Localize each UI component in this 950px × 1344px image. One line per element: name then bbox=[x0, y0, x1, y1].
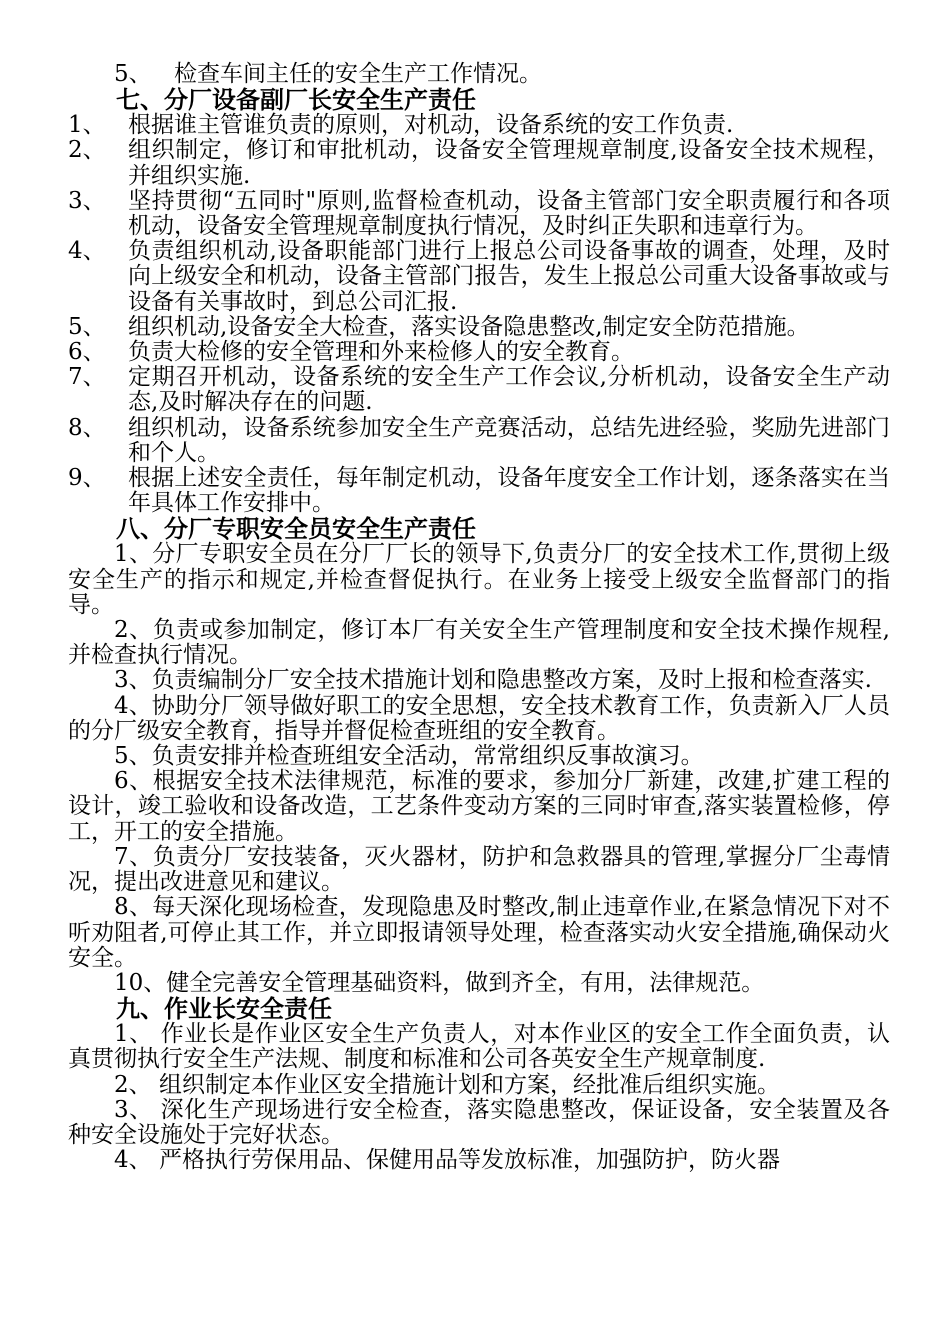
section-8-body bbox=[68, 542, 890, 996]
paragraph: 10、健全完善安全管理基础资料，做到齐全，有用，法律规范。 bbox=[114, 969, 765, 996]
list-item-text: 检查车间主任的安全生产工作情况。 bbox=[174, 61, 542, 87]
list-item-number: 9、 bbox=[68, 465, 106, 492]
list-item-text: 根据谁主管谁负责的原则，对机动，设备系统的安工作负责. bbox=[128, 112, 734, 139]
list-item-number: 5、 bbox=[68, 313, 106, 340]
list-item-number: 3、 bbox=[68, 187, 106, 214]
list-item bbox=[68, 239, 890, 315]
paragraph: 7、负责分厂安技装备，灭火器材，防护和急救器具的管理,掌握分厂尘毒情况，提出改进意见和建议。 bbox=[68, 843, 890, 896]
list-item-number: 7、 bbox=[68, 364, 106, 391]
section-9-heading: 九、作业长安全责任 bbox=[116, 994, 332, 1024]
paragraph: 4、协助分厂领导做好职工的安全思想，安全技术教育工作，负责新入厂人员的分厂级安全教育，指导并督促检查班组的安全教育。 bbox=[68, 692, 890, 744]
section-8-heading: 八、分厂专职安全员安全生产责任 bbox=[116, 514, 476, 544]
list-item-text: 坚持贯彻“五同时"原则,监督检查机动，设备主管部门安全职责履行和各项机动，设备安全管理规章制度执行情况，及时纠正失职和违章行为。 bbox=[128, 187, 890, 240]
paragraph: 2、负责或参加制定，修订本厂有关安全生产管理制度和安全技术操作规程,并检查执行情况。 bbox=[68, 617, 890, 669]
section-7-heading: 七、分厂设备副厂长安全生产责任 bbox=[116, 85, 476, 115]
paragraph: 5、负责安排并检查班组安全活动，常常组织反事故演习。 bbox=[114, 743, 704, 770]
list-item bbox=[68, 138, 890, 188]
list-item-number: 1、 bbox=[68, 112, 106, 139]
paragraph: 3、 深化生产现场进行安全检查，落实隐患整改，保证设备，安全装置及各种安全设施处于完好状态。 bbox=[68, 1096, 890, 1148]
section-7-list bbox=[68, 113, 890, 516]
list-item bbox=[68, 189, 890, 239]
list-item-text: 负责组织机动,设备职能部门进行上报总公司设备事故的调查，处理，及时向上级安全和机动，设备主管部门报告，发生上报总公司重大设备事故或与设备有关事故时，到总公司汇报. bbox=[128, 238, 890, 315]
list-item-text: 负责大检修的安全管理和外来检修人的安全教育。 bbox=[128, 339, 634, 366]
list-item-number: 4、 bbox=[68, 238, 106, 265]
paragraph: 4、 严格执行劳保用品、保健用品等发放标准，加强防护，防火器 bbox=[114, 1147, 780, 1174]
paragraph: 1、分厂专职安全员在分厂厂长的领导下,负责分厂的安全技术工作,贯彻上级安全生产的指示和规定,并检查督促执行。在业务上接受上级安全监督部门的指导。 bbox=[68, 541, 890, 618]
paragraph: 2、 组织制定本作业区安全措施计划和方案，经批准后组织实施。 bbox=[114, 1071, 780, 1098]
list-item bbox=[68, 315, 890, 340]
list-item bbox=[68, 365, 890, 415]
intro-list-item bbox=[68, 62, 890, 87]
list-item bbox=[68, 416, 890, 466]
paragraph: 6、根据安全技术法律规范，标准的要求，参加分厂新建，改建,扩建工程的设计，竣工验收和设备改造，工艺条件变动方案的三同时审查,落实装置检修，停工，开工的安全措施。 bbox=[68, 768, 890, 845]
paragraph: 1、 作业长是作业区安全生产负责人，对本作业区的安全工作全面负责，认真贯彻执行安全生产法规、制度和标准和公司各英安全生产规章制度. bbox=[68, 1021, 890, 1073]
list-item-number: 5、 bbox=[114, 61, 152, 87]
list-item-text: 组织机动，设备系统参加安全生产竞赛活动，总结先进经验，奖励先进部门和个人。 bbox=[128, 414, 890, 466]
list-item-number: 2、 bbox=[68, 137, 106, 164]
section-9-body bbox=[68, 1022, 890, 1173]
list-item-text: 组织制定，修订和审批机动，设备安全管理规章制度,设备安全技术规程，并组织实施. bbox=[128, 137, 890, 189]
list-item-text: 组织机动,设备安全大检查，落实设备隐患整改,制定安全防范措施。 bbox=[128, 313, 810, 340]
paragraph: 3、负责编制分厂安全技术措施计划和隐患整改方案，及时上报和检查落实. bbox=[114, 667, 872, 694]
list-item-text: 根据上述安全责任，每年制定机动，设备年度安全工作计划，逐条落实在当年具体工作安排中。 bbox=[128, 465, 890, 517]
list-item-number: 8、 bbox=[68, 414, 106, 441]
paragraph: 8、每天深化现场检查，发现隐患及时整改,制止违章作业,在紧急情况下对不听劝阻者,可停止其工作，并立即报请领导处理，检查落实动火安全措施,确保动火安全。 bbox=[68, 894, 890, 971]
list-item bbox=[68, 466, 890, 516]
list-item-text: 定期召开机动，设备系统的安全生产工作会议,分析机动，设备安全生产动态,及时解决存在的问题. bbox=[128, 364, 890, 416]
list-item-number: 6、 bbox=[68, 339, 106, 366]
list-item bbox=[68, 340, 890, 365]
list-item bbox=[68, 113, 890, 138]
